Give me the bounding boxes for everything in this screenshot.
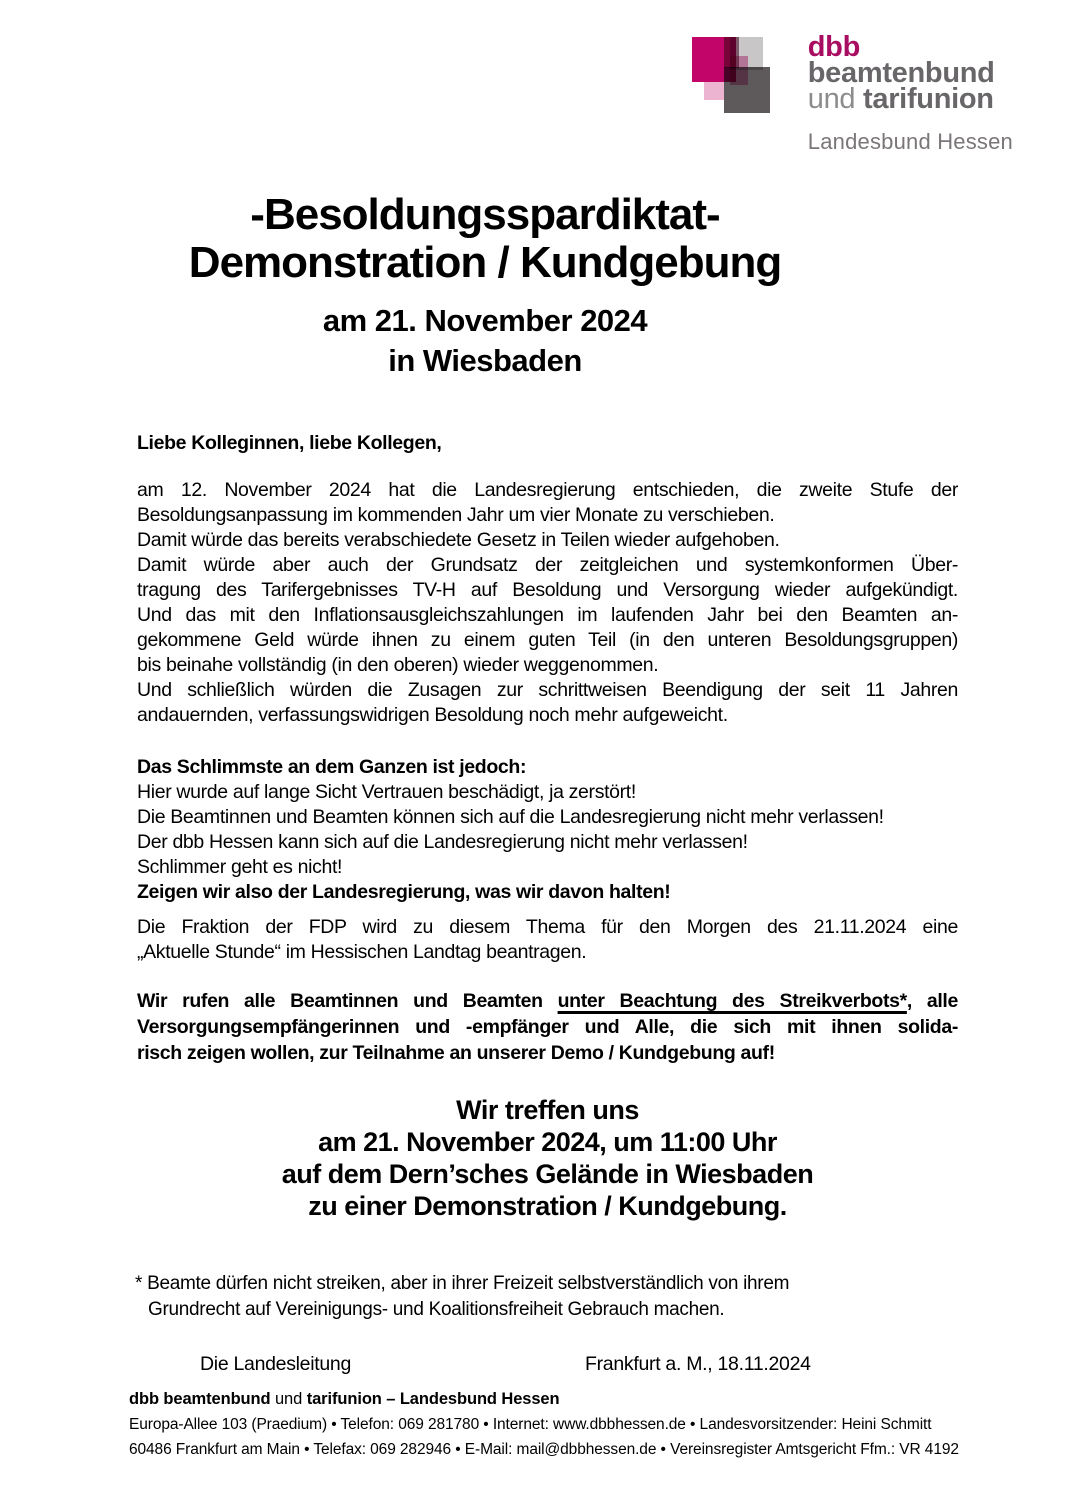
dbb-logo-icon [687,36,767,115]
intro-line: Und das mit den Inflationsausgleichszahlungen im laufenden Jahr bei den Beamten an- [137,604,958,626]
intro-line: andauernden, verfassungswidrigen Besoldung noch mehr aufgeweicht. [137,704,728,726]
signature-place-date: Frankfurt a. M., 18.11.2024 [585,1353,811,1375]
footnote-line: * Beamte dürfen nicht streiken, aber in ihrer Freizeit selbstverständlich von ihrem [135,1273,790,1294]
statement-line: Hier wurde auf lange Sicht Vertrauen beschädigt, ja zerstört! [137,781,636,803]
statements-conclusion: Zeigen wir also der Landesregierung, was wir davon halten! [137,881,671,903]
intro-line: gekommene Geld würde ihnen zu einem guten Teil (in den unteren Besoldungsgruppen) [137,629,958,651]
footer-address-line1: Europa-Allee 103 (Praedium) • Telefon: 069 281780 • Internet: www.dbbhessen.de • Landesvorsitzender: Heini Schmitt [129,1416,932,1433]
call-post-text: , alle [906,990,958,1012]
signature-sender: Die Landesleitung [200,1353,352,1375]
title-date-line1: am 21. November 2024 [322,303,648,338]
intro-line: Und schließlich würden die Zusagen zur schrittweisen Beendigung der seit 11 Jahren [137,679,958,701]
page-title-line2: Demonstration / Kundgebung [188,238,782,287]
title-date-line2: in Wiesbaden [388,343,582,378]
statement-line: Schlimmer geht es nicht! [137,856,343,878]
footer-brand-bold2: tarifunion – Landesbund Hessen [306,1390,560,1408]
statement-line: Der dbb Hessen kann sich auf die Landesregierung nicht mehr verlassen! [137,831,748,853]
body-content [137,431,958,1066]
statements-paragraph [137,755,958,905]
logo-tarifunion-text: tarifunion [863,83,994,115]
footnote [135,1271,956,1323]
header [0,0,1080,155]
logo-wordmark [807,31,1013,155]
title-date-block [137,301,833,381]
intro-line: Damit würde das bereits verabschiedete Gesetz in Teilen wieder aufgehoben. [137,529,780,551]
logo-dbb-text: dbb [807,31,861,63]
fdp-line: „Aktuelle Stunde“ im Hessischen Landtag beantragen. [137,941,587,963]
logo-square-pink-light [704,82,724,100]
logo-square-gray-dark [724,67,770,113]
footer-address-line2: 60486 Frankfurt am Main • Telefax: 069 282946 • E-Mail: mail@dbbhessen.de • Vereinsregister Amtsgericht Ffm.: VR 4192 [129,1441,959,1458]
logo-landesbund-text: Landesbund Hessen [807,129,1013,154]
footnote-line: Grundrecht auf Vereinigungs- und Koalitionsfreiheit Gebrauch machen. [148,1299,725,1320]
footer-brand-line [129,1387,989,1412]
call-line: risch zeigen wollen, zur Teilnahme an unserer Demo / Kundgebung auf! [137,1042,775,1064]
fdp-paragraph [137,915,958,965]
call-line: Versorgungsempfängerinnen und -empfänger und Alle, die sich mit ihnen solida- [137,1016,958,1038]
meeting-line: am 21. November 2024, um 11:00 Uhr [318,1127,777,1157]
logo-und-text: und [807,83,864,115]
footer-brand-bold1: dbb beamtenbund [129,1390,271,1408]
intro-line: Damit würde aber auch der Grundsatz der zeitgleichen und systemkonformen Über- [137,554,958,576]
footer [129,1387,989,1462]
logo-beamtenbund-text: beamtenbund [807,57,995,89]
call-underlined-text: unter Beachtung des Streikverbots* [557,990,907,1012]
intro-line: Besoldungsanpassung im kommenden Jahr um vier Monate zu verschieben. [137,504,775,526]
page-title-line1: -Besoldungsspardiktat- [250,190,720,239]
intro-line: tragung des Tarifergebnisses TV-H auf Besoldung und Versorgung wieder aufgekündigt. [137,579,958,601]
call-line [137,988,958,1014]
title-block [137,191,833,381]
call-pre-text: Wir rufen alle Beamtinnen und Beamten [137,990,558,1012]
meeting-line: Wir treffen uns [456,1095,639,1125]
intro-line: bis beinahe vollständig (in den oberen) wieder weggenommen. [137,654,659,676]
intro-paragraph [137,478,958,728]
call-to-action-paragraph [137,988,958,1066]
statements-heading: Das Schlimmste an dem Ganzen ist jedoch: [137,756,527,778]
statement-line: Die Beamtinnen und Beamten können sich auf die Landesregierung nicht mehr verlassen! [137,806,884,828]
fdp-line: Die Fraktion der FDP wird zu diesem Thema für den Morgen des 21.11.2024 eine [137,916,958,938]
footer-brand-regular: und [270,1390,307,1408]
greeting: Liebe Kolleginnen, liebe Kollegen, [137,432,442,454]
meeting-announcement [137,1094,958,1222]
logo-tarifunion-line [807,83,1013,115]
meeting-line: auf dem Dern’sches Gelände in Wiesbaden [281,1159,814,1189]
meeting-line: zu einer Demonstration / Kundgebung. [308,1191,787,1221]
intro-line: am 12. November 2024 hat die Landesregierung entschieden, die zweite Stufe der [137,479,958,501]
